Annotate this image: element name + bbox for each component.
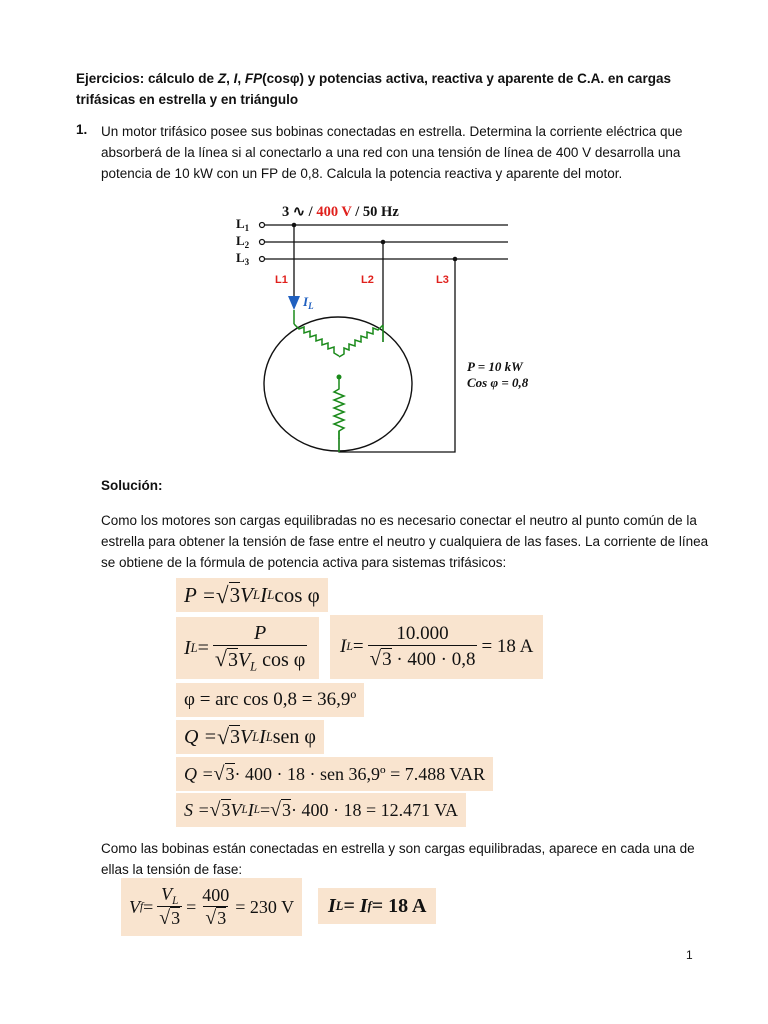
document-title: Ejercicios: cálculo de Z, I, FP(cosφ) y potencias activa, reactiva y aparente de C.A. en cargas trifásicas en estrella y en triángulo	[76, 71, 671, 107]
current-arrow-icon	[288, 296, 300, 310]
line2-label: $L_2$	[236, 233, 250, 250]
red-label-l3: L3	[436, 274, 449, 286]
page-number: 1	[686, 948, 693, 962]
cos-label: Cos φ = 0,8	[467, 375, 529, 390]
current-label: $I_L$	[303, 294, 314, 311]
solution-paragraph-2: Como las bobinas están conectadas en estrella y son cargas equilibradas, aparece en cada una de ellas la tensión de fase:	[101, 841, 695, 877]
supply-label: 3 ∿ / 400 V / 50 Hz	[282, 204, 399, 220]
formula-reactive-power: Q = √ 3 V L I L sen φ	[176, 720, 324, 754]
winding-2	[339, 325, 383, 357]
formula-line-current: I L = $\frac{P}{√3V_L \cos \varphi}$	[176, 617, 319, 679]
line3-label: $L_3$	[236, 250, 250, 267]
terminal-l1	[260, 223, 265, 228]
star-motor-diagram	[230, 200, 560, 460]
line1-label: $L_1$	[236, 216, 250, 233]
motor-circle	[264, 317, 412, 451]
winding-1	[294, 324, 339, 356]
formula-apparent-power: S = √ 3 V L I L = √ 3 · 400 · 18 = 12.471 VA	[176, 793, 466, 827]
winding-3	[334, 377, 344, 439]
star-point	[337, 375, 342, 380]
formula-line-current-value: I L = $\frac{10.000}{√3 \cdot 400 \cdot 0,8}$ = 18 A	[330, 615, 543, 679]
exercise-number: 1.	[76, 122, 88, 137]
exercise-statement: Un motor trifásico posee sus bobinas conectadas en estrella. Determina la corriente eléctrica que absorberá de la línea si al conectarlo a una red con una tensión de línea de 400 V desarrolla una potencia de 10 kW con un FP de 0,8. Calcula la potencia reactiva y aparente del motor.	[101, 124, 683, 181]
power-label: P = 10 kW	[467, 359, 523, 374]
formula-reactive-value: Q = √ 3 · 400 · 18 · sen 36,9º = 7.488 VAR	[176, 757, 493, 791]
red-label-l2: L2	[361, 274, 374, 286]
formula-active-power: P = √ 3 V L I L cos φ	[176, 578, 328, 612]
formula-phase-voltage: V f = $\frac{V_L}{√3}$ = $\frac{400}{√3}$ = 230 V	[121, 878, 302, 936]
red-label-l1: L1	[275, 274, 288, 286]
terminal-l2	[260, 240, 265, 245]
formula-phase-current: I L = I f = 18 A	[318, 888, 436, 924]
solution-heading: Solución:	[101, 478, 163, 493]
terminal-l3	[260, 257, 265, 262]
solution-paragraph-1: Como los motores son cargas equilibradas no es necesario conectar el neutro al punto común de la estrella para obtener la tensión de fase entre el neutro y cualquiera de las fases. La corriente de línea se obtiene de la fórmula de potencia activa para sistemas trifásicos:	[101, 513, 709, 570]
wire-l3	[339, 259, 455, 452]
formula-phase-angle: φ = arc cos 0,8 = 36,9º	[176, 683, 364, 717]
